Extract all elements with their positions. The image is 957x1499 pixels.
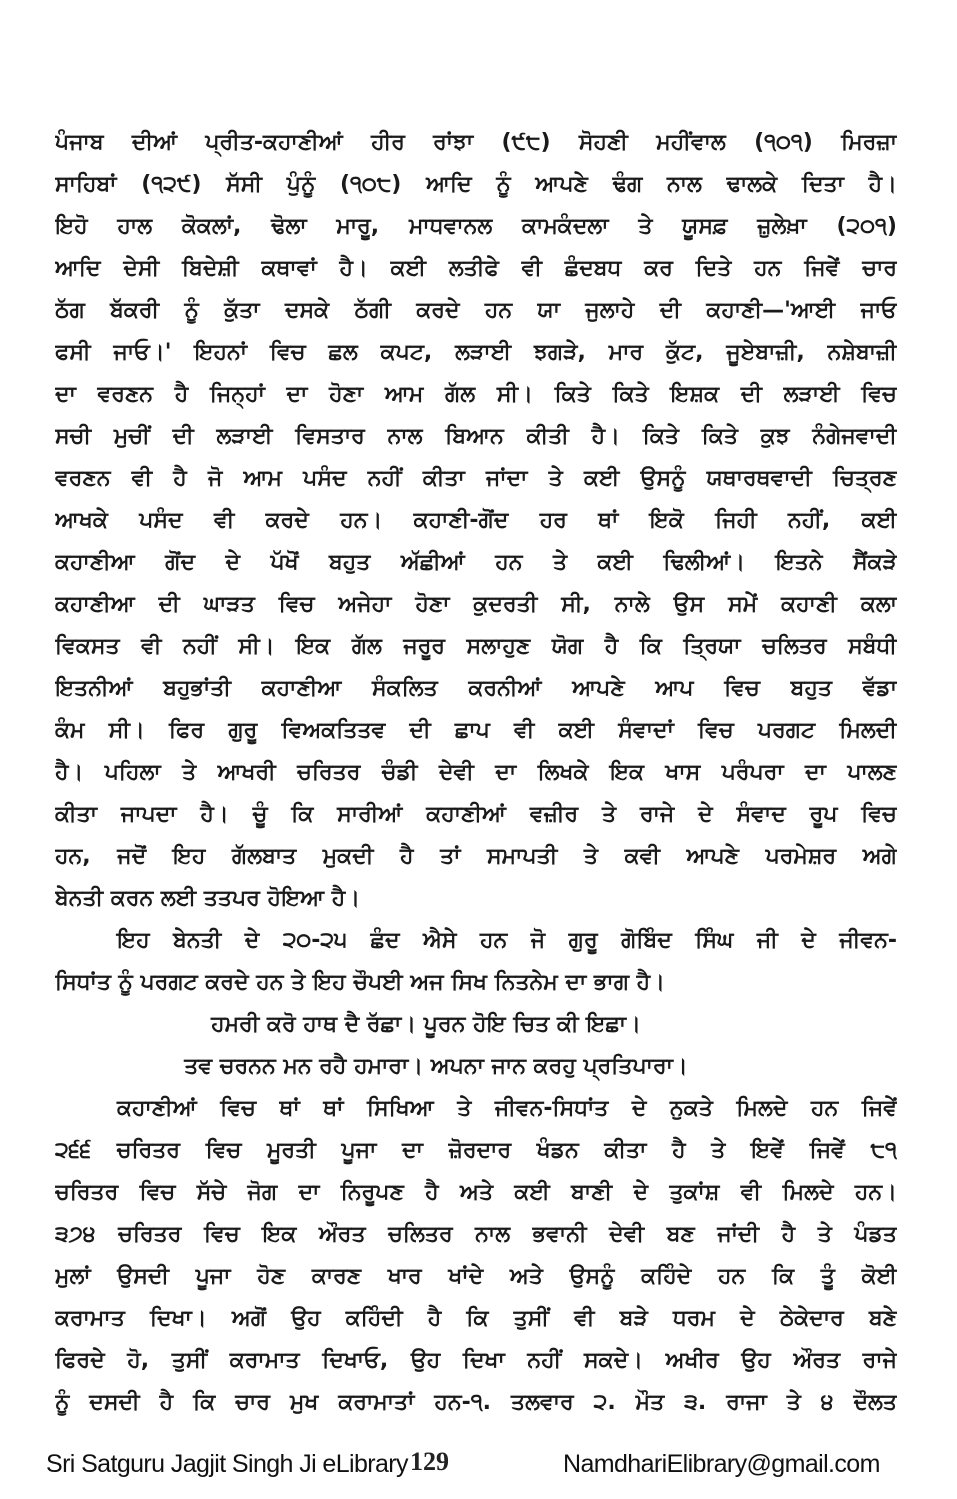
text-line: ਕੀਤਾ ਜਾਪਦਾ ਹੈ। ਚੂੰ ਕਿ ਸਾਰੀਆਂ ਕਹਾਣੀਆਂ ਵਜ਼ੀਰ ਤੇ ਰਾਜੇ ਦੇ ਸੰਵਾਦ ਰੂਪ ਵਿਚ <box>55 802 897 827</box>
text-line: ਹੈ। ਪਹਿਲਾ ਤੇ ਆਖਰੀ ਚਰਿਤਰ ਚੰਡੀ ਦੇਵੀ ਦਾ ਲਿਖਕੇ ਇਕ ਖਾਸ ਪਰੰਪਰਾ ਦਾ ਪਾਲਣ <box>55 760 897 785</box>
text-line: ਪੰਜਾਬ ਦੀਆਂ ਪ੍ਰੀਤ-ਕਹਾਣੀਆਂ ਹੀਰ ਰਾਂਝਾ (੯੮) ਸੋਹਣੀ ਮਹੀਂਵਾਲ (੧੦੧) ਮਿਰਜ਼ਾ <box>55 130 897 155</box>
page-number: 129 <box>410 1447 449 1476</box>
text-line: ਫਸੀ ਜਾਓ।' ਇਹਨਾਂ ਵਿਚ ਛਲ ਕਪਟ, ਲੜਾਈ ਝਗੜੇ, ਮਾਰ ਕੁੱਟ, ਜੂਏਬਾਜ਼ੀ, ਨਸ਼ੇਬਾਜ਼ੀ <box>55 340 897 365</box>
text-line: ਬੇਨਤੀ ਕਰਨ ਲਈ ਤਤਪਰ ਹੋਇਆ ਹੈ। <box>55 886 361 911</box>
text-line: ਠੱਗ ਬੱਕਰੀ ਨੂੰ ਕੁੱਤਾ ਦਸਕੇ ਠੱਗੀ ਕਰਦੇ ਹਨ ਯਾ ਜੁਲਾਹੇ ਦੀ ਕਹਾਣੀ—'ਆਈ ਜਾਓ <box>55 298 897 323</box>
text-line: ਕਰਾਮਾਤ ਦਿਖਾ। ਅਗੋਂ ਉਹ ਕਹਿੰਦੀ ਹੈ ਕਿ ਤੁਸੀਂ ਵੀ ਬੜੇ ਧਰਮ ਦੇ ਠੇਕੇਦਾਰ ਬਣੇ <box>55 1306 897 1331</box>
text-line: ਇਤਨੀਆਂ ਬਹੁਭਾਂਤੀ ਕਹਾਣੀਆ ਸੰਕਲਿਤ ਕਰਨੀਆਂ ਆਪਣੇ ਆਪ ਵਿਚ ਬਹੁਤ ਵੱਡਾ <box>55 676 897 701</box>
text-line: ਵਿਕਸਤ ਵੀ ਨਹੀਂ ਸੀ। ਇਕ ਗੱਲ ਜਰੂਰ ਸਲਾਹੁਣ ਯੋਗ ਹੈ ਕਿ ਤ੍ਰਿਯਾ ਚਲਿਤਰ ਸਬੰਧੀ <box>55 634 897 659</box>
text-line: ਦਾ ਵਰਣਨ ਹੈ ਜਿਨ੍ਹਾਂ ਦਾ ਹੋਣਾ ਆਮ ਗੱਲ ਸੀ। ਕਿਤੇ ਕਿਤੇ ਇਸ਼ਕ ਦੀ ਲੜਾਈ ਵਿਚ <box>55 382 897 407</box>
library-name: Sri Satguru Jagjit Singh Ji eLibrary <box>46 1450 408 1478</box>
text-line: ਇਹੋ ਹਾਲ ਕੋਕਲਾਂ, ਢੋਲਾ ਮਾਰੂ, ਮਾਧਵਾਨਲ ਕਾਮਕੰਦਲਾ ਤੇ ਯੂਸਫ਼ ਜ਼ੁਲੇਖ਼ਾ (੨੦੧) <box>55 214 897 239</box>
verse-quote <box>55 1004 897 1088</box>
text-line: ਹਨ, ਜਦੋਂ ਇਹ ਗੱਲਬਾਤ ਮੁਕਦੀ ਹੈ ਤਾਂ ਸਮਾਪਤੀ ਤੇ ਕਵੀ ਆਪਣੇ ਪਰਮੇਸ਼ਰ ਅਗੇ <box>55 844 897 869</box>
text-line: ਸਿਧਾਂਤ ਨੂੰ ਪਰਗਟ ਕਰਦੇ ਹਨ ਤੇ ਇਹ ਚੌਪਈ ਅਜ ਸਿਖ ਨਿਤਨੇਮ ਦਾ ਭਾਗ ਹੈ। <box>55 970 666 995</box>
text-line: ਆਖਕੇ ਪਸੰਦ ਵੀ ਕਰਦੇ ਹਨ। ਕਹਾਣੀ-ਗੋਂਦ ਹਰ ਥਾਂ ਇਕੋ ਜਿਹੀ ਨਹੀਂ, ਕਈ <box>55 508 897 533</box>
text-line: ਇਹ ਬੇਨਤੀ ਦੇ ੨੦-੨੫ ਛੰਦ ਐਸੇ ਹਨ ਜੋ ਗੁਰੂ ਗੋਬਿੰਦ ਸਿੰਘ ਜੀ ਦੇ ਜੀਵਨ- <box>117 928 897 953</box>
paragraph-3 <box>55 1088 897 1424</box>
text-line: ਫਿਰਦੇ ਹੋ, ਤੁਸੀਂ ਕਰਾਮਾਤ ਦਿਖਾਓ, ਉਹ ਦਿਖਾ ਨਹੀਂ ਸਕਦੇ। ਅਖੀਰ ਉਹ ਔਰਤ ਰਾਜੇ <box>55 1348 897 1373</box>
text-line: ਵਰਣਨ ਵੀ ਹੈ ਜੋ ਆਮ ਪਸੰਦ ਨਹੀਂ ਕੀਤਾ ਜਾਂਦਾ ਤੇ ਕਈ ਉਸਨੂੰ ਯਥਾਰਥਵਾਦੀ ਚਿਤ੍ਰਣ <box>55 466 897 491</box>
text-line: ਕਹਾਣੀਆ ਦੀ ਘਾੜਤ ਵਿਚ ਅਜੇਹਾ ਹੋਣਾ ਕੁਦਰਤੀ ਸੀ, ਨਾਲੇ ਉਸ ਸਮੇਂ ਕਹਾਣੀ ਕਲਾ <box>55 592 897 617</box>
text-line: ਕਹਾਣੀਆ ਗੋਂਦ ਦੇ ਪੱਖੋਂ ਬਹੁਤ ਅੱਛੀਆਂ ਹਨ ਤੇ ਕਈ ਢਿਲੀਆਂ। ਇਤਨੇ ਸੈਂਕੜੇ <box>55 550 897 575</box>
text-line: ਚਰਿਤਰ ਵਿਚ ਸੱਚੇ ਜੋਗ ਦਾ ਨਿਰੂਪਣ ਹੈ ਅਤੇ ਕਈ ਬਾਣੀ ਦੇ ਤੁਕਾਂਸ਼ ਵੀ ਮਿਲਦੇ ਹਨ। <box>55 1180 897 1205</box>
text-line: ਆਦਿ ਦੇਸੀ ਬਿਦੇਸ਼ੀ ਕਥਾਵਾਂ ਹੈ। ਕਈ ਲਤੀਫੇ ਵੀ ਛੰਦਬਧ ਕਰ ਦਿਤੇ ਹਨ ਜਿਵੇਂ ਚਾਰ <box>55 256 897 281</box>
text-line: ੨੬੬ ਚਰਿਤਰ ਵਿਚ ਮੂਰਤੀ ਪੂਜਾ ਦਾ ਜ਼ੋਰਦਾਰ ਖੰਡਨ ਕੀਤਾ ਹੈ ਤੇ ਇਵੇਂ ਜਿਵੇਂ ੮੧ <box>55 1138 897 1163</box>
verse-line: ਹਮਰੀ ਕਰੋ ਹਾਥ ਦੈ ਰੱਛਾ। ਪੂਰਨ ਹੋਇ ਚਿਤ ਕੀ ਇਛਾ। <box>211 1012 641 1037</box>
text-line: ਕੰਮ ਸੀ। ਫਿਰ ਗੁਰੂ ਵਿਅਕਤਿਤਵ ਦੀ ਛਾਪ ਵੀ ਕਈ ਸੰਵਾਦਾਂ ਵਿਚ ਪਰਗਟ ਮਿਲਦੀ <box>55 718 897 743</box>
text-line: ਮੁਲਾਂ ਉਸਦੀ ਪੂਜਾ ਹੋਣ ਕਾਰਣ ਖਾਰ ਖਾਂਦੇ ਅਤੇ ਉਸਨੂੰ ਕਹਿੰਦੇ ਹਨ ਕਿ ਤੂੰ ਕੋਈ <box>55 1264 897 1289</box>
paragraph-2 <box>55 920 897 1004</box>
text-line: ੩੭੪ ਚਰਿਤਰ ਵਿਚ ਇਕ ਔਰਤ ਚਲਿਤਰ ਨਾਲ ਭਵਾਨੀ ਦੇਵੀ ਬਣ ਜਾਂਦੀ ਹੈ ਤੇ ਪੰਡਤ <box>55 1222 897 1247</box>
contact-email[interactable]: NamdhariElibrary@gmail.com <box>563 1450 880 1478</box>
text-line: ਸਚੀ ਮੁਚੀਂ ਦੀ ਲੜਾਈ ਵਿਸਤਾਰ ਨਾਲ ਬਿਆਨ ਕੀਤੀ ਹੈ। ਕਿਤੇ ਕਿਤੇ ਕੁਝ ਨੰਗੇਜਵਾਦੀ <box>55 424 897 449</box>
paragraph-1 <box>55 122 897 920</box>
text-line: ਸਾਹਿਬਾਂ (੧੨੯) ਸੱਸੀ ਪੁੰਨੂੰ (੧੦੮) ਆਦਿ ਨੂੰ ਆਪਣੇ ਢੰਗ ਨਾਲ ਢਾਲਕੇ ਦਿਤਾ ਹੈ। <box>55 172 897 197</box>
text-line: ਕਹਾਣੀਆਂ ਵਿਚ ਥਾਂ ਥਾਂ ਸਿਖਿਆ ਤੇ ਜੀਵਨ-ਸਿਧਾਂਤ ਦੇ ਨੁਕਤੇ ਮਿਲਦੇ ਹਨ ਜਿਵੇਂ <box>117 1096 897 1121</box>
verse-line: ਤਵ ਚਰਨਨ ਮਨ ਰਹੈ ਹਮਾਰਾ। ਅਪਨਾ ਜਾਨ ਕਰਹੁ ਪ੍ਰਤਿਪਾਰਾ। <box>184 1054 688 1079</box>
text-line: ਨੂੰ ਦਸਦੀ ਹੈ ਕਿ ਚਾਰ ਮੁਖ ਕਰਾਮਾਤਾਂ ਹਨ-੧. ਤਲਵਾਰ ੨. ਮੌਤ ੩. ਰਾਜਾ ਤੇ ੪ ਦੌਲਤ <box>55 1390 897 1415</box>
page-footer <box>0 1440 957 1490</box>
body-text <box>55 122 897 1424</box>
